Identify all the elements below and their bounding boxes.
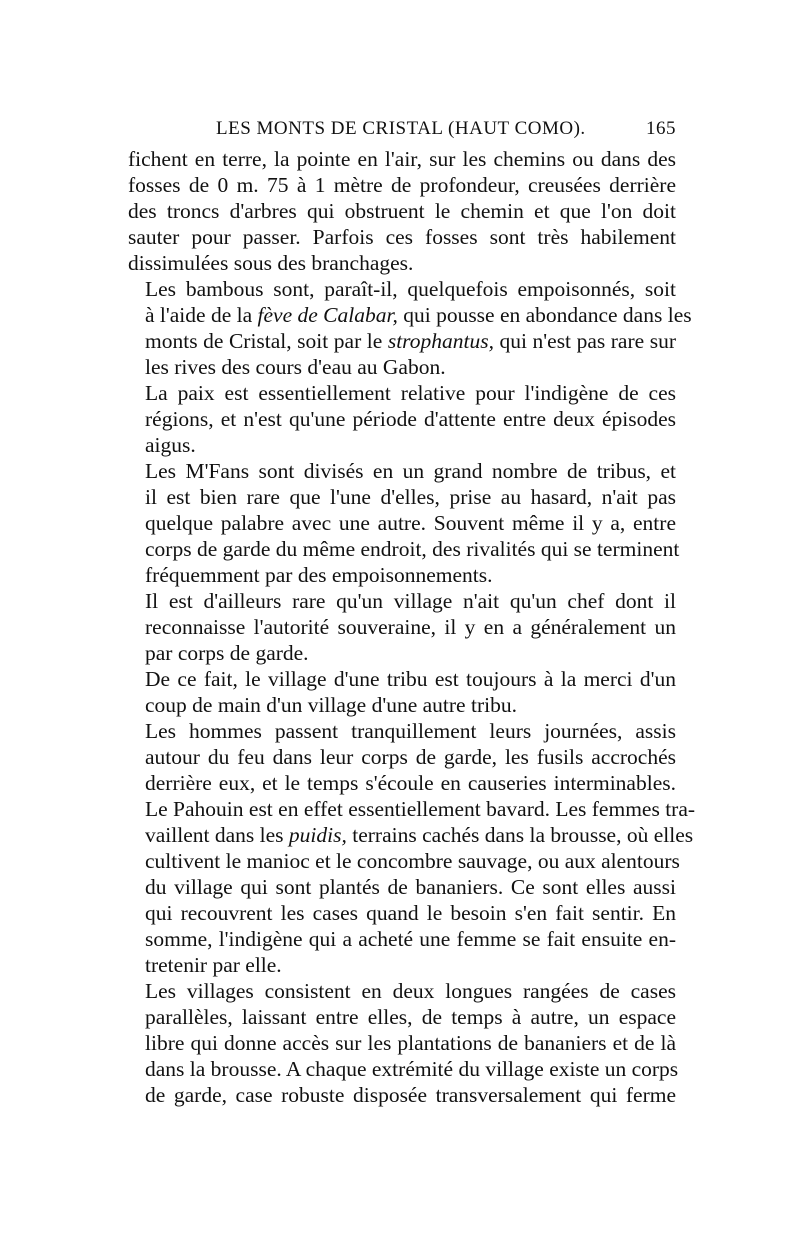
text-line: parallèles, laissant entre elles, de temps à autre, un espace: [145, 1005, 676, 1029]
paragraph: [128, 666, 676, 718]
text-run: vaillent dans les: [145, 823, 289, 847]
text-line: fosses de 0 m. 75 à 1 mètre de profondeur, creusées derrière: [128, 173, 676, 197]
text-line: La paix est essentiellement relative pour l'indigène de ces: [145, 381, 676, 405]
page-number: 165: [646, 118, 676, 139]
text-line: les rives des cours d'eau au Gabon.: [145, 355, 446, 379]
text-line: corps de garde du même endroit, des rivalités qui se terminent: [145, 537, 680, 561]
text-run: terrains cachés dans la brousse, où elles: [346, 823, 694, 847]
text-line: De ce fait, le village d'une tribu est toujours à la merci d'un: [145, 667, 676, 691]
text-line: cultivent le manioc et le concombre sauvage, ou aux alentours: [145, 849, 680, 873]
text-line: somme, l'indigène qui a acheté une femme se fait ensuite en-: [145, 927, 676, 951]
text-run: qui pousse en abondance dans les: [397, 303, 692, 327]
italic-term: puidis,: [288, 823, 347, 847]
italic-term: strophantus,: [387, 329, 494, 353]
italic-term: fève de Calabar,: [257, 303, 398, 327]
paragraph: [128, 718, 696, 978]
paragraph: [128, 276, 692, 380]
text-line: il est bien rare que l'une d'elles, prise au hasard, n'ait pas: [145, 485, 676, 509]
text-line: [128, 822, 694, 848]
text-line: dans la brousse. A chaque extrémité du village existe un corps: [145, 1057, 679, 1081]
text-line: fréquemment par des empoisonnements.: [145, 563, 493, 587]
text-line: coup de main d'un village d'une autre tribu.: [145, 693, 517, 717]
text-run: qui n'est pas rare sur: [493, 329, 676, 353]
paragraph: [128, 146, 676, 276]
paragraph: [128, 588, 676, 666]
text-line: Les M'Fans sont divisés en un grand nombre de tribus, et: [145, 459, 676, 483]
text-line: régions, et n'est qu'une période d'attente entre deux épisodes: [145, 407, 676, 431]
text-line: Il est d'ailleurs rare qu'un village n'ait qu'un chef dont il: [145, 589, 676, 613]
paragraph: [128, 978, 679, 1108]
paragraph: [128, 380, 676, 458]
text-line: autour du feu dans leur corps de garde, les fusils accrochés: [145, 745, 676, 769]
text-line: fichent en terre, la pointe en l'air, sur les chemins ou dans des: [128, 147, 676, 171]
text-line: de garde, case robuste disposée transversalement qui ferme: [145, 1083, 676, 1107]
text-line: sauter pour passer. Parfois ces fosses sont très habilement: [128, 225, 676, 249]
text-line: dissimulées sous des branchages.: [128, 251, 414, 275]
text-line: Les hommes passent tranquillement leurs journées, assis: [145, 719, 676, 743]
running-header: [128, 112, 676, 146]
text-line: Les villages consistent en deux longues rangées de cases: [145, 979, 676, 1003]
book-page: [128, 112, 696, 1108]
text-line: aigus.: [145, 433, 196, 457]
text-line: [128, 302, 692, 328]
text-line: Les bambous sont, paraît-il, quelquefois empoisonnés, soit: [145, 277, 676, 301]
text-line: quelque palabre avec une autre. Souvent même il y a, entre: [145, 511, 676, 535]
text-run: à l'aide de la: [145, 303, 258, 327]
running-title: LES MONTS DE CRISTAL (HAUT COMO).: [216, 118, 586, 139]
text-line: reconnaisse l'autorité souveraine, il y en a généralement un: [145, 615, 676, 639]
text-line: du village qui sont plantés de bananiers. Ce sont elles aussi: [145, 875, 676, 899]
text-line: par corps de garde.: [145, 641, 309, 665]
body-text: [128, 146, 696, 1108]
text-run: monts de Cristal, soit par le: [145, 329, 388, 353]
text-line: tretenir par elle.: [145, 953, 282, 977]
paragraph: [128, 458, 680, 588]
text-line: qui recouvrent les cases quand le besoin s'en fait sentir. En: [145, 901, 676, 925]
text-line: des troncs d'arbres qui obstruent le chemin et que l'on doit: [128, 199, 676, 223]
text-line: Le Pahouin est en effet essentiellement bavard. Les femmes tra-: [145, 797, 696, 821]
text-line: [128, 328, 676, 354]
text-line: libre qui donne accès sur les plantations de bananiers et de là: [145, 1031, 676, 1055]
text-line: derrière eux, et le temps s'écoule en causeries interminables.: [145, 771, 676, 795]
